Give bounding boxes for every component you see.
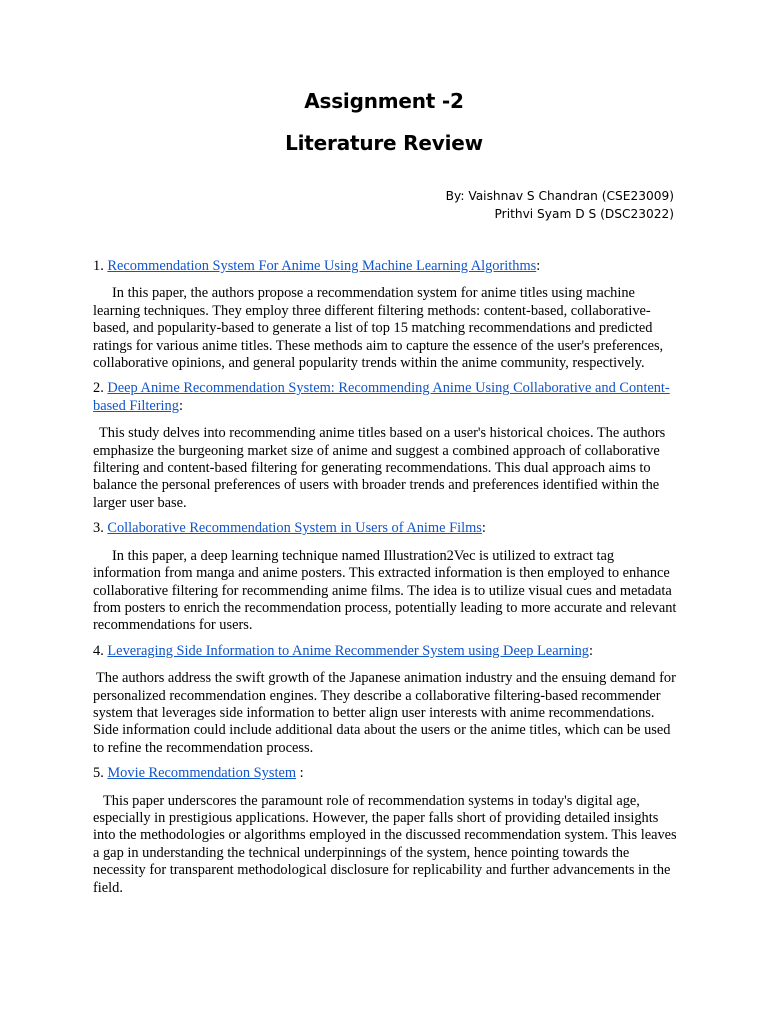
paper-link[interactable]: Leveraging Side Information to Anime Recommender System using Deep Learning [107, 642, 589, 659]
item-number: 5. [93, 765, 108, 782]
author-block [446, 187, 674, 223]
review-item-heading [93, 643, 678, 660]
item-number: 1. [93, 258, 108, 274]
item-number: 3. [93, 520, 108, 537]
paper-link[interactable]: Movie Recommendation System [107, 765, 297, 782]
author-line: By: Vaishnav S Chandran (CSE23009) [445, 189, 674, 203]
item-number: 2. [93, 380, 108, 397]
item-suffix: : [178, 397, 183, 414]
review-paragraph: This paper underscores the paramount role of recommendation systems in today's digital age, especially in prestigious applications. However, the paper falls short of providing detailed insights into the methodologies or algorithms employed in the discussed recommendation system. This leaves a gap in understanding the technical underpinnings of the system, hence pointing towards the necessity for transparent methodological disclosure for replicability and further advancements in the field. [93, 792, 677, 896]
item-suffix: : [536, 258, 541, 274]
document-subtitle: Literature Review [285, 131, 483, 155]
item-suffix: : [481, 520, 486, 537]
review-paragraph: In this paper, the authors propose a recommendation system for anime titles using machine learning techniques. They employ three different filtering methods: content-based, collaborative-based, and popularity-based to generate a list of top 15 matching recommendations and predicted ratings for various anime titles. These methods aim to capture the essence of the user's preferences, collaborative opinions, and general popularity trends within the anime community, respectively. [93, 285, 664, 372]
review-item-heading [93, 258, 678, 275]
review-paragraph: This study delves into recommending anime titles based on a user's historical choices. The authors emphasize the burgeoning market size of anime and suggest a combined approach of collaborative filtering and content-based filtering for generating recommendations. This dual approach aims to balance the personal preferences of users with broader trends and preferences identified within the larger user base. [93, 425, 666, 511]
review-item-heading [93, 380, 678, 415]
review-item-heading [93, 765, 678, 782]
review-list [93, 258, 678, 905]
author-line: Prithvi Syam D S (DSC23022) [494, 207, 674, 221]
review-paragraph: In this paper, a deep learning technique named Illustration2Vec is utilized to extract tag information from manga and anime posters. This extracted information is then employed to enhance collaborative filtering for recommending anime films. The idea is to utilize visual cues and metadata from posters to enrich the recommendation process, potentially leading to more accurate and relevant recommendations for users. [93, 547, 677, 634]
paper-link[interactable]: Deep Anime Recommendation System: Recommending Anime Using Collaborative and Content-based Filtering [93, 380, 670, 414]
item-suffix: : [588, 642, 593, 659]
paper-link[interactable]: Recommendation System For Anime Using Machine Learning Algorithms [107, 258, 537, 274]
review-item-heading [93, 520, 678, 537]
document-title: Assignment -2 [304, 89, 464, 113]
item-number: 4. [93, 642, 108, 659]
paper-link[interactable]: Collaborative Recommendation System in Users of Anime Films [107, 520, 482, 537]
review-paragraph: The authors address the swift growth of the Japanese animation industry and the ensuing demand for personalized recommendation engines. They describe a collaborative filtering-based recommender system that leverages side information to better align user interests with anime recommendations. Side information could include additional data about the users or the anime titles, which can be used to refine the recommendation process. [93, 670, 676, 756]
item-suffix: : [296, 765, 304, 782]
